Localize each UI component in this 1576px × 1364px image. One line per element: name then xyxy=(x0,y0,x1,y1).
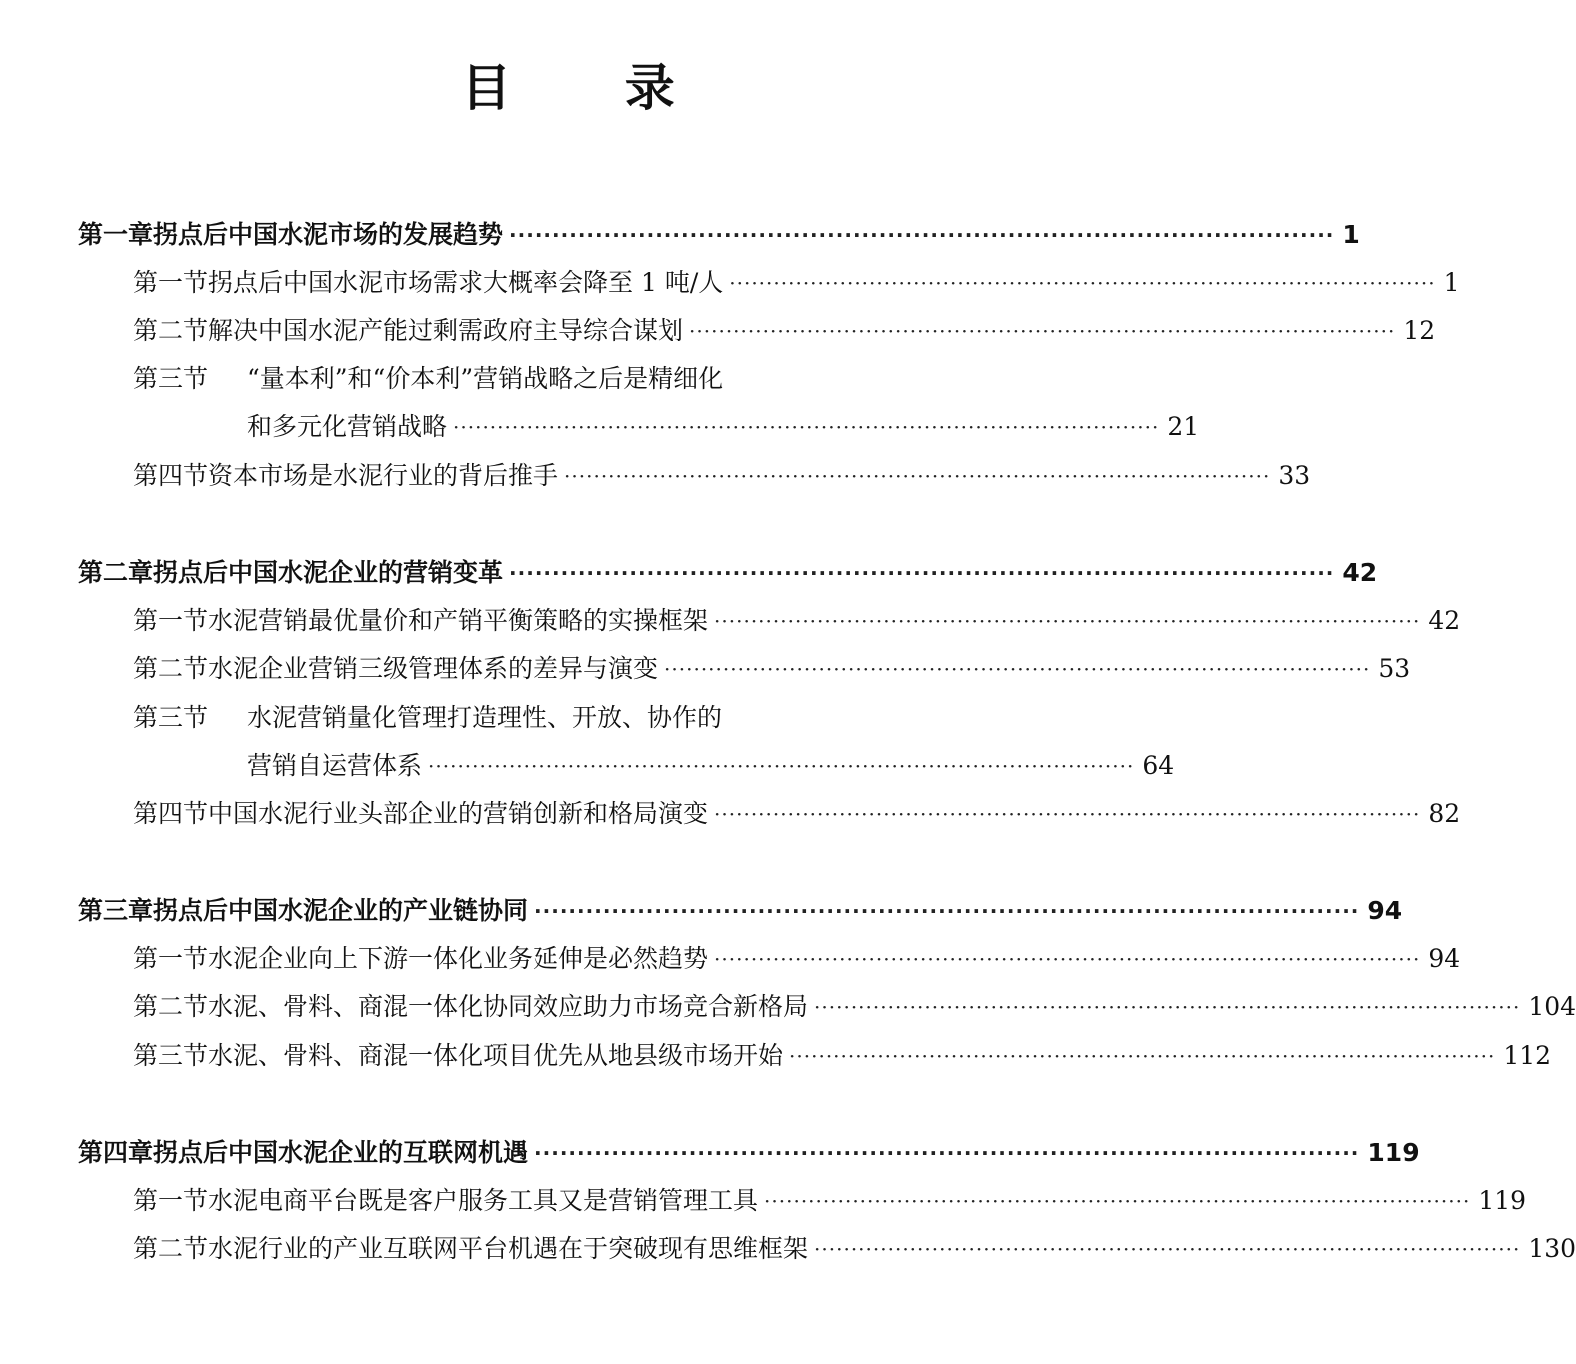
section-4-2[interactable] xyxy=(133,1232,1576,1266)
page-number: 104 xyxy=(1528,992,1576,1021)
section-1-4[interactable] xyxy=(133,459,1311,493)
page-number: 1 xyxy=(1342,220,1360,249)
section-1-2[interactable] xyxy=(133,314,1436,348)
section-title: 拐点后中国水泥市场需求大概率会降至 1 吨/人 xyxy=(208,268,724,297)
section-title: 水泥企业营销三级管理体系的差异与演变 xyxy=(208,654,659,683)
section-title: 水泥、骨料、商混一体化项目优先从地县级市场开始 xyxy=(208,1041,784,1070)
section-label: 第一节 xyxy=(133,268,209,297)
section-label: 第二节 xyxy=(133,654,209,683)
chapter-3[interactable] xyxy=(78,894,1403,928)
chapter-label: 第一章 xyxy=(78,220,154,249)
dot-leader: ································································································ xyxy=(689,319,1396,343)
chapter-label: 第四章 xyxy=(78,1138,154,1167)
section-label: 第二节 xyxy=(133,316,209,345)
dot-leader: ································································································ xyxy=(814,995,1521,1019)
chapter-label: 第三章 xyxy=(78,896,154,925)
page-number: 94 xyxy=(1428,944,1461,973)
chapter-4[interactable] xyxy=(78,1136,1420,1170)
section-2-1[interactable] xyxy=(133,604,1461,638)
chapter-title: 拐点后中国水泥企业的产业链协同 xyxy=(153,896,529,925)
section-title: 水泥营销最优量价和产销平衡策略的实操框架 xyxy=(208,606,709,635)
section-3-3[interactable] xyxy=(133,1039,1552,1073)
section-title: 水泥、骨料、商混一体化协同效应助力市场竞合新格局 xyxy=(208,992,809,1021)
chapter-title: 拐点后中国水泥企业的互联网机遇 xyxy=(153,1138,529,1167)
dot-leader: ································································································ xyxy=(428,754,1135,778)
section-label: 第一节 xyxy=(133,1186,209,1215)
dot-leader: ································································································ xyxy=(453,415,1160,439)
section-1-3[interactable] xyxy=(133,362,1024,396)
section-label: 第一节 xyxy=(133,606,209,635)
page-number: 119 xyxy=(1367,1138,1420,1167)
section-label: 第三节 xyxy=(133,703,209,732)
section-title: 资本市场是水泥行业的背后推手 xyxy=(208,461,559,490)
section-4-1[interactable] xyxy=(133,1184,1527,1218)
page-number: 42 xyxy=(1428,606,1461,635)
section-title: 水泥营销量化管理打造理性、开放、协作的 xyxy=(247,703,723,732)
page-number: 130 xyxy=(1528,1234,1576,1263)
section-2-3[interactable] xyxy=(133,701,1024,735)
section-2-3-continued[interactable] xyxy=(247,749,1175,783)
page-number: 42 xyxy=(1342,558,1378,587)
section-label: 第三节 xyxy=(133,1041,209,1070)
section-title-continued: 营销自运营体系 xyxy=(247,751,423,780)
dot-leader: ································································································ xyxy=(729,271,1436,295)
chapter-label: 第二章 xyxy=(78,558,154,587)
section-title: 水泥企业向上下游一体化业务延伸是必然趋势 xyxy=(208,944,709,973)
dot-leader: ································································································ xyxy=(664,657,1371,681)
section-title: 解决中国水泥产能过剩需政府主导综合谋划 xyxy=(208,316,684,345)
section-title-continued: 和多元化营销战略 xyxy=(247,412,448,441)
dot-leader: ································································································ xyxy=(789,1044,1496,1068)
section-1-1[interactable] xyxy=(133,266,1460,300)
section-label: 第二节 xyxy=(133,1234,209,1263)
section-2-4[interactable] xyxy=(133,797,1461,831)
page-number: 33 xyxy=(1278,461,1311,490)
chapter-title: 拐点后中国水泥市场的发展趋势 xyxy=(153,220,504,249)
page-number: 12 xyxy=(1403,316,1436,345)
page-number: 1 xyxy=(1443,268,1460,297)
section-label: 第二节 xyxy=(133,992,209,1021)
dot-leader: ································································································ xyxy=(564,464,1271,488)
page-title: 目 录 xyxy=(461,59,723,117)
dot-leader: ································································································ xyxy=(764,1189,1471,1213)
page-number: 21 xyxy=(1167,412,1200,441)
section-title: 水泥行业的产业互联网平台机遇在于突破现有思维框架 xyxy=(208,1234,809,1263)
section-2-2[interactable] xyxy=(133,652,1411,686)
dot-leader: ································································································ xyxy=(714,947,1421,971)
dot-leader: ································································································ xyxy=(714,802,1421,826)
dot-leader: ································································································ xyxy=(534,1141,1360,1165)
dot-leader: ································································································ xyxy=(714,609,1421,633)
page-number: 112 xyxy=(1503,1041,1552,1070)
section-title: 水泥电商平台既是客户服务工具又是营销管理工具 xyxy=(208,1186,759,1215)
section-label: 第一节 xyxy=(133,944,209,973)
section-label: 第四节 xyxy=(133,799,209,828)
chapter-2[interactable] xyxy=(78,556,1378,590)
page-number: 119 xyxy=(1478,1186,1527,1215)
section-label: 第四节 xyxy=(133,461,209,490)
chapter-title: 拐点后中国水泥企业的营销变革 xyxy=(153,558,504,587)
dot-leader: ································································································ xyxy=(814,1237,1521,1261)
section-3-1[interactable] xyxy=(133,942,1461,976)
section-label: 第三节 xyxy=(133,364,209,393)
page-number: 94 xyxy=(1367,896,1403,925)
dot-leader: ································································································ xyxy=(509,223,1335,247)
page-number: 53 xyxy=(1378,654,1411,683)
section-title: 中国水泥行业头部企业的营销创新和格局演变 xyxy=(208,799,709,828)
section-1-3-continued[interactable] xyxy=(247,410,1200,444)
dot-leader: ································································································ xyxy=(509,561,1335,585)
section-3-2[interactable] xyxy=(133,990,1576,1024)
page-number: 82 xyxy=(1428,799,1461,828)
dot-leader: ································································································ xyxy=(534,899,1360,923)
section-title: “量本利”和“价本利”营销战略之后是精细化 xyxy=(247,364,724,393)
page-number: 64 xyxy=(1142,751,1175,780)
chapter-1[interactable] xyxy=(78,218,1360,252)
